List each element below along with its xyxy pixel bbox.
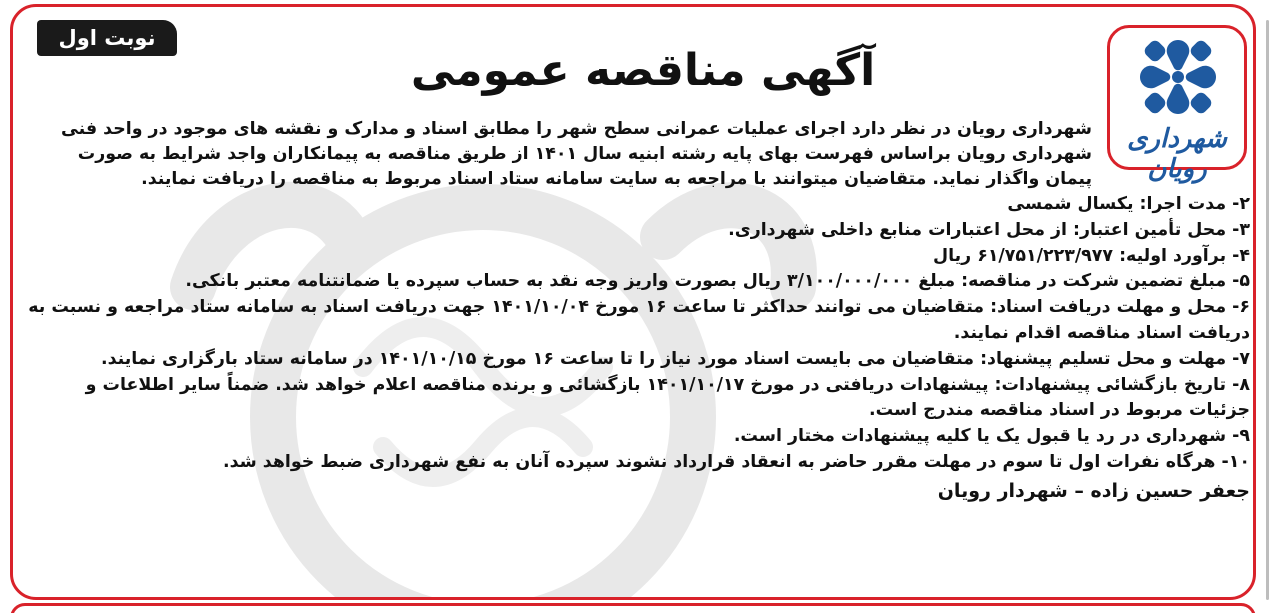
item-bid-opening: ۸- تاریخ بازگشائی پیشنهادات: پیشنهادات دریافتی در مورخ ۱۴۰۱/۱۰/۱۷ بازگشائی و برنده مناقصه اعلام خواهد شد. ضمناً سایر اطلاعات و جزئیات مربوط در اسناد مناقصه مندرج است. — [85, 374, 1250, 421]
item-duration: ۲- مدت اجرا: یکسال شمسی — [1007, 194, 1250, 214]
intro-paragraph: شهرداری رویان در نظر دارد اجرای عملیات عمرانی سطح شهر را مطابق اسناد و مدارک و نقشه های موجود در واحد فنی شهرداری رویان براساس فهرست بهای پایه رشته ابنیه سال ۱۴۰۱ از طریق مناقصه به پیمانکاران واجد شرایط به صورت پیمان واگذار نماید. متقاضیان میتوانند با مراجعه به سایت سامانه ستاد اسناد مربوط به مناقصه را دریافت نمایند. — [61, 119, 1092, 189]
notice-title: آگهی مناقصه عمومی — [410, 45, 876, 96]
item-bid-guarantee: ۵- مبلغ تضمین شرکت در مناقصه: مبلغ ۳/۱۰۰/۰۰۰/۰۰۰ ریال بصورت واریز وجه نقد به حساب سپرده یا ضمانتنامه معتبر بانکی. — [185, 271, 1250, 292]
item-bid-submission: ۷- مهلت و محل تسلیم پیشنهاد: متقاضیان می بایست اسناد مورد نیاز را تا ساعت ۱۶ مورخ ۱۴۰۱/۱۰/۱۵ در سامانه ستاد بارگزاری نمایند. — [100, 348, 1250, 369]
item-rejection-right: ۹- شهرداری در رد یا قبول یک یا کلیه پیشنهادات مختار است. — [733, 426, 1250, 447]
signature: جعفر حسین زاده – شهردار رویان — [937, 479, 1250, 502]
page-edge — [1262, 0, 1272, 613]
round-badge: نوبت اول — [37, 20, 177, 56]
item-document-receipt: ۶- محل و مهلت دریافت اسناد: متقاضیان می توانند حداکثر تا ساعت ۱۶ مورخ ۱۴۰۱/۱۰/۰۴ جهت دریافت اسناد به سامانه ستاد مراجعه و نسبت به دریافت اسناد مناقصه اقدام نمایند. — [28, 297, 1250, 343]
item-funding-source: ۳- محل تأمین اعتبار: از محل اعتبارات منابع داخلی شهرداری. — [728, 219, 1250, 240]
flower-logo-icon — [1136, 34, 1220, 120]
notice-frame — [10, 4, 1256, 600]
logo-text: شهرداری رویان — [1127, 124, 1227, 184]
item-initial-estimate: ۴- برآورد اولیه: ۶۱/۷۵۱/۲۲۳/۹۷۷ ریال — [932, 245, 1250, 266]
item-deposit-forfeit: ۱۰- هرگاه نفرات اول تا سوم در مهلت مقرر حاضر به انعقاد قرارداد نشوند سپرده آنان به نفع شهرداری ضبط خواهد شد. — [223, 451, 1250, 472]
page-edge-line — [1266, 20, 1269, 600]
next-notice-frame — [10, 603, 1256, 613]
notice-body — [27, 117, 1250, 506]
